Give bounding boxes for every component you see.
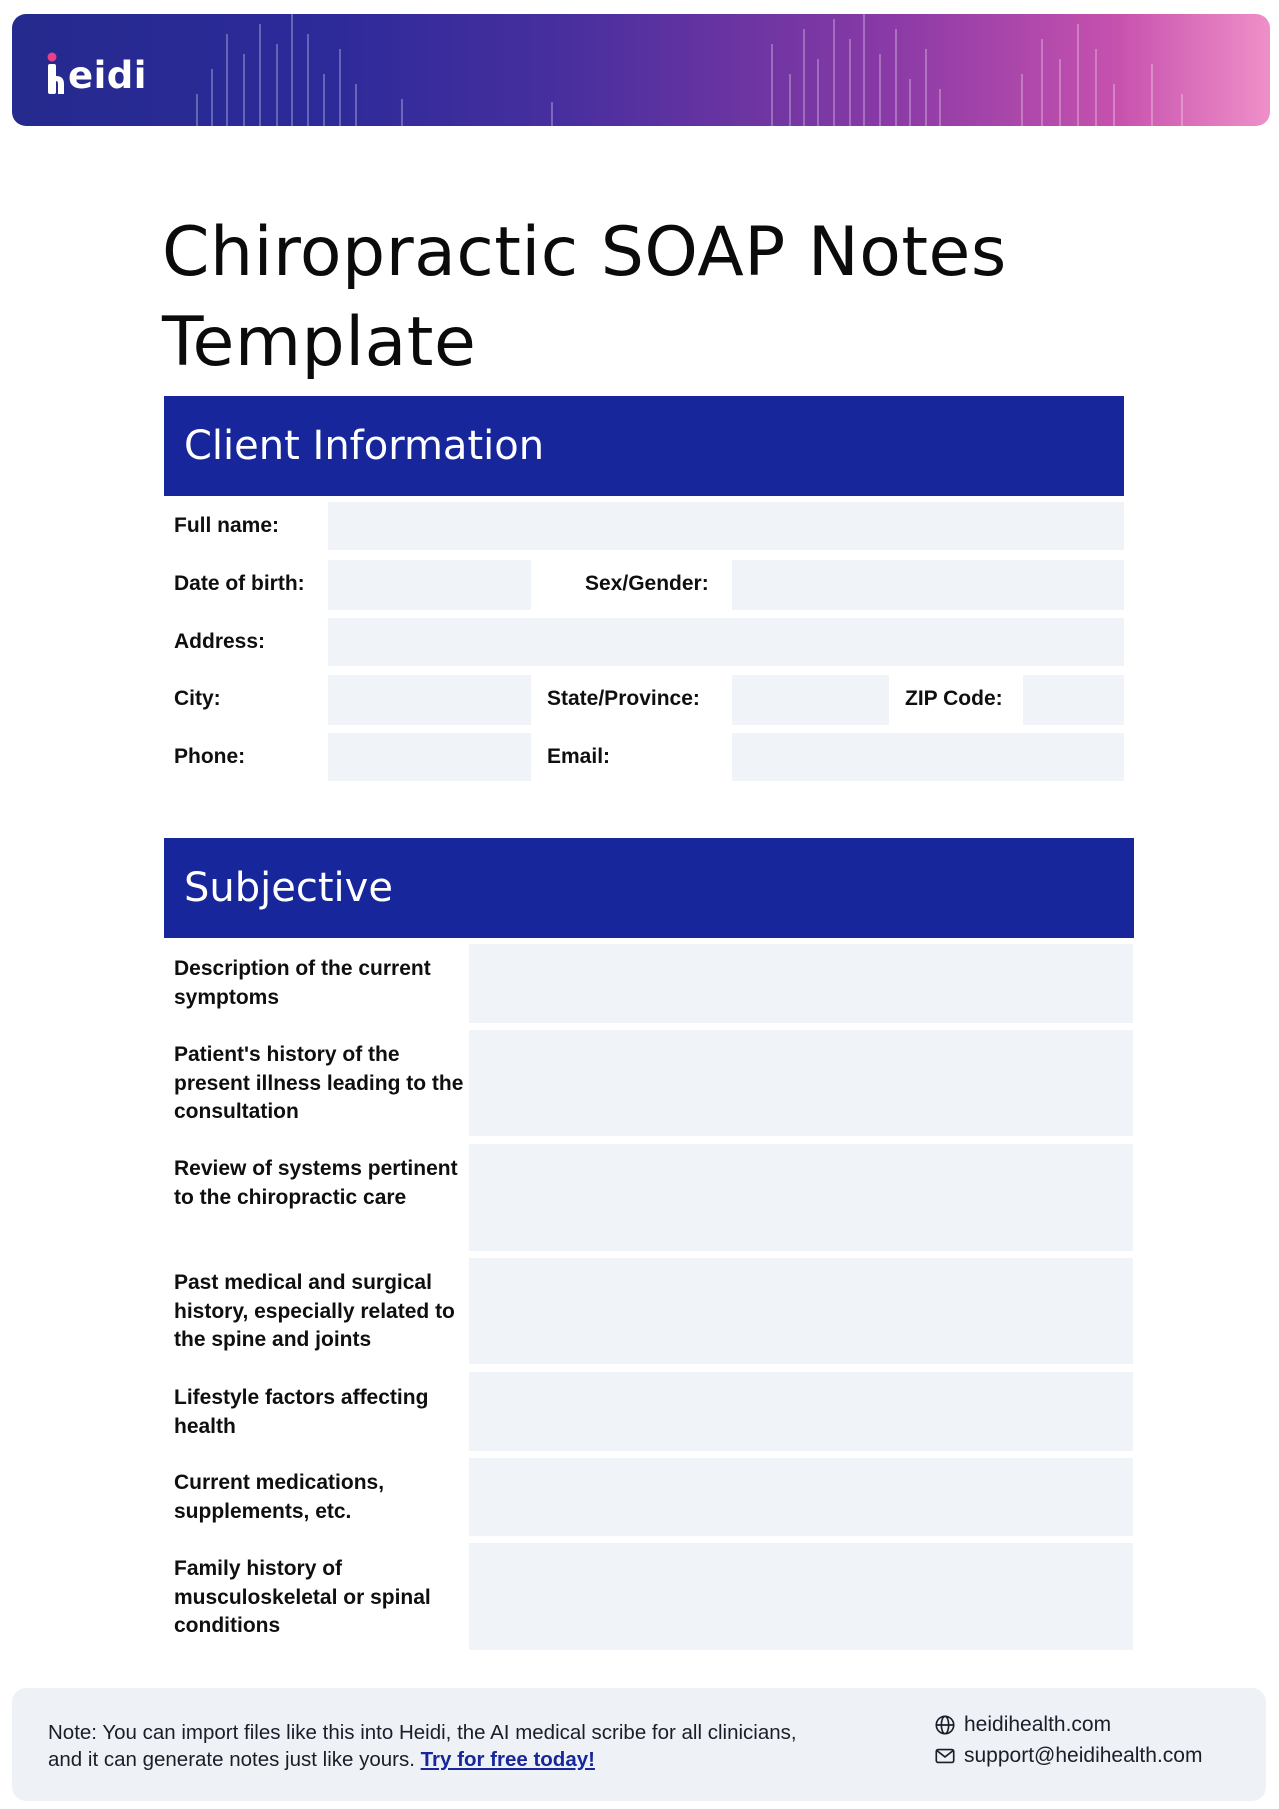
zip-code-label: ZIP Code: xyxy=(905,687,1003,710)
zip-code-field[interactable] xyxy=(1023,675,1124,725)
subjective-field-medications[interactable] xyxy=(469,1458,1133,1536)
heidi-logo-mark-icon xyxy=(46,52,66,96)
title-line-2: Template xyxy=(162,303,477,382)
website-contact[interactable] xyxy=(934,1712,1111,1738)
address-field[interactable] xyxy=(328,618,1124,666)
try-free-link[interactable]: Try for free today! xyxy=(420,1748,595,1771)
website-text: heidihealth.com xyxy=(964,1713,1112,1736)
city-label: City: xyxy=(174,687,221,710)
subjective-label-medical-history: Past medical and surgical history, especially related to the spine and joints xyxy=(174,1271,455,1351)
footer-note-text: Note: You can import files like this into Heidi, the AI medical scribe for all clinicians, and it can generate notes just like yours. xyxy=(48,1721,797,1771)
subjective-label-illness-history: Patient's history of the present illness leading to the consultation xyxy=(174,1043,464,1123)
subjective-header: Subjective xyxy=(164,838,1134,938)
subjective-label-symptoms: Description of the current symptoms xyxy=(174,957,431,1009)
state-province-field[interactable] xyxy=(732,675,889,725)
support-email-text: support@heidihealth.com xyxy=(964,1744,1203,1767)
subjective-field-symptoms[interactable] xyxy=(469,944,1133,1023)
subjective-label-lifestyle: Lifestyle factors affecting health xyxy=(174,1386,429,1438)
email-field[interactable] xyxy=(732,733,1124,781)
subjective-field-review-of-systems[interactable] xyxy=(469,1144,1133,1251)
subjective-label-medications: Current medications, supplements, etc. xyxy=(174,1471,385,1523)
globe-icon xyxy=(934,1714,956,1736)
dob-label: Date of birth: xyxy=(174,572,305,595)
phone-label: Phone: xyxy=(174,745,246,768)
subjective-label-review-of-systems: Review of systems pertinent to the chiropractic care xyxy=(174,1157,458,1209)
subjective-field-family-history[interactable] xyxy=(469,1543,1133,1650)
email-contact[interactable] xyxy=(934,1743,1202,1769)
logo-text: eidi xyxy=(68,54,147,97)
banner-decoration xyxy=(12,14,1270,126)
subjective-field-lifestyle[interactable] xyxy=(469,1372,1133,1451)
title-line-1: Chiropractic SOAP Notes xyxy=(162,213,1007,292)
sex-gender-field[interactable] xyxy=(732,560,1124,610)
address-label: Address: xyxy=(174,630,266,653)
state-province-label: State/Province: xyxy=(547,687,700,710)
sex-gender-label: Sex/Gender: xyxy=(585,572,709,595)
email-label: Email: xyxy=(547,745,611,768)
dob-field[interactable] xyxy=(328,560,531,610)
footer-note-panel xyxy=(12,1688,1266,1801)
heidi-logo[interactable] xyxy=(46,44,147,96)
phone-field[interactable] xyxy=(328,733,531,781)
subjective-label-family-history: Family history of musculoskeletal or spinal conditions xyxy=(174,1557,431,1637)
client-information-header: Client Information xyxy=(164,396,1124,496)
header-banner xyxy=(12,14,1270,126)
subjective-field-illness-history[interactable] xyxy=(469,1030,1133,1136)
footer-note xyxy=(48,1719,808,1773)
full-name-label: Full name: xyxy=(174,514,280,537)
city-field[interactable] xyxy=(328,675,531,725)
full-name-field[interactable] xyxy=(328,502,1124,550)
mail-icon xyxy=(934,1745,956,1767)
subjective-field-medical-history[interactable] xyxy=(469,1258,1133,1364)
page-title xyxy=(162,208,1062,388)
